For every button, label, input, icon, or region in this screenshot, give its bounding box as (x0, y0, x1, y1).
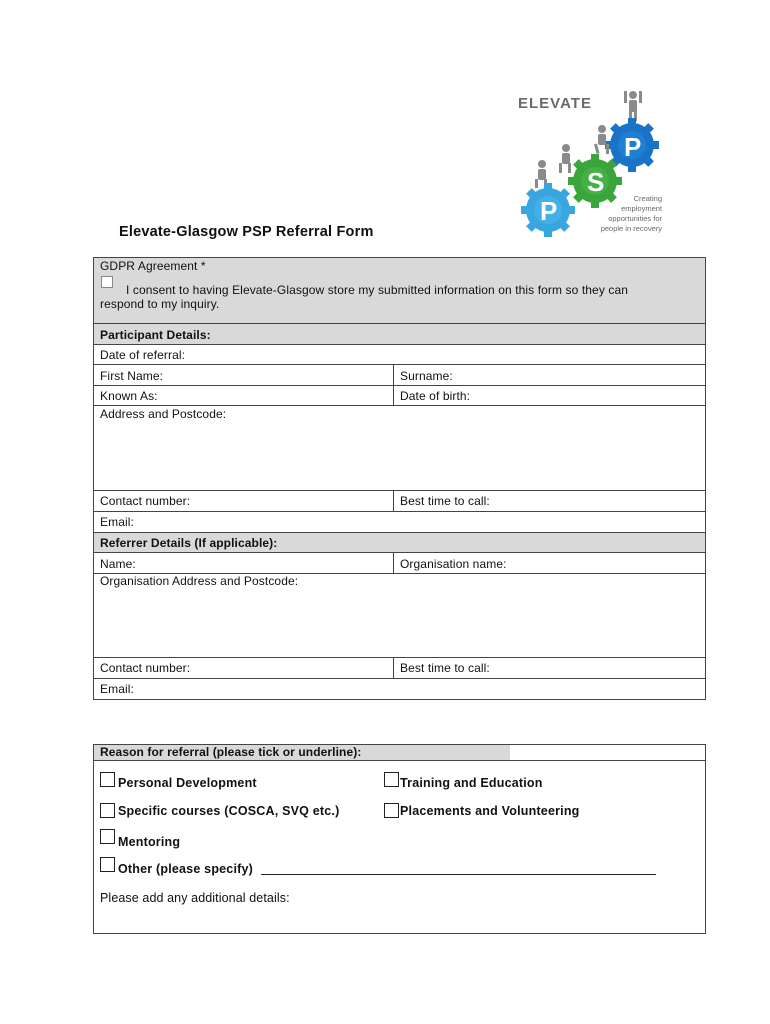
email-field[interactable]: Email: (100, 515, 134, 529)
logo-tagline-4: people in recovery (600, 224, 662, 233)
referrer-best-time-field[interactable]: Best time to call: (400, 661, 490, 675)
figure-mid-icon (594, 125, 609, 154)
training-education-checkbox[interactable] (384, 772, 399, 787)
logo-letter-p2: P (540, 196, 558, 226)
first-name-field[interactable]: First Name: (100, 369, 164, 383)
training-education-label: Training and Education (400, 776, 543, 790)
referrer-contact-number-field[interactable]: Contact number: (100, 661, 191, 675)
logo-graphic (510, 88, 670, 238)
referrer-heading: Referrer Details (If applicable): (100, 536, 278, 550)
figure-top-icon (624, 91, 642, 121)
figure-low-icon (535, 144, 571, 188)
gdpr-consent-text-1: I consent to having Elevate-Glasgow store my submitted information on this form so they can (126, 283, 629, 297)
reason-heading: Reason for referral (please tick or underline): (100, 745, 362, 759)
other-specify-line[interactable] (261, 874, 656, 875)
logo-tagline-3: opportunities for (608, 214, 662, 223)
additional-details-field[interactable]: Please add any additional details: (100, 891, 290, 905)
personal-development-checkbox[interactable] (100, 772, 115, 787)
logo-tagline-2: employment (621, 204, 662, 213)
address-field[interactable]: Address and Postcode: (100, 407, 227, 421)
participant-heading: Participant Details: (100, 328, 211, 342)
personal-development-label: Personal Development (118, 776, 257, 790)
logo-letter-s: S (587, 167, 605, 197)
elevate-psp-logo (510, 88, 670, 238)
gdpr-consent-checkbox[interactable] (101, 276, 113, 288)
known-as-field[interactable]: Known As: (100, 389, 158, 403)
organisation-name-field[interactable]: Organisation name: (400, 557, 507, 571)
contact-number-field[interactable]: Contact number: (100, 494, 191, 508)
placements-label: Placements and Volunteering (400, 804, 580, 818)
logo-tagline-1: Creating (633, 194, 662, 203)
referrer-name-field[interactable]: Name: (100, 557, 136, 571)
surname-field[interactable]: Surname: (400, 369, 453, 383)
gdpr-consent-text-2: respond to my inquiry. (100, 297, 220, 311)
best-time-field[interactable]: Best time to call: (400, 494, 490, 508)
other-checkbox[interactable] (100, 857, 115, 872)
logo-letter-p1: P (624, 132, 642, 162)
organisation-address-field[interactable]: Organisation Address and Postcode: (100, 574, 299, 588)
specific-courses-label: Specific courses (COSCA, SVQ etc.) (118, 804, 340, 818)
mentoring-label: Mentoring (118, 835, 181, 849)
logo-brand-text: ELEVATE (518, 95, 592, 112)
date-of-birth-field[interactable]: Date of birth: (400, 389, 471, 403)
form-title: Elevate-Glasgow PSP Referral Form (119, 224, 374, 240)
mentoring-checkbox[interactable] (100, 829, 115, 844)
specific-courses-checkbox[interactable] (100, 803, 115, 818)
other-label: Other (please specify) (118, 862, 254, 876)
gdpr-heading: GDPR Agreement * (100, 259, 206, 273)
date-of-referral-field[interactable]: Date of referral: (100, 348, 186, 362)
referrer-email-field[interactable]: Email: (100, 682, 134, 696)
placements-checkbox[interactable] (384, 803, 399, 818)
